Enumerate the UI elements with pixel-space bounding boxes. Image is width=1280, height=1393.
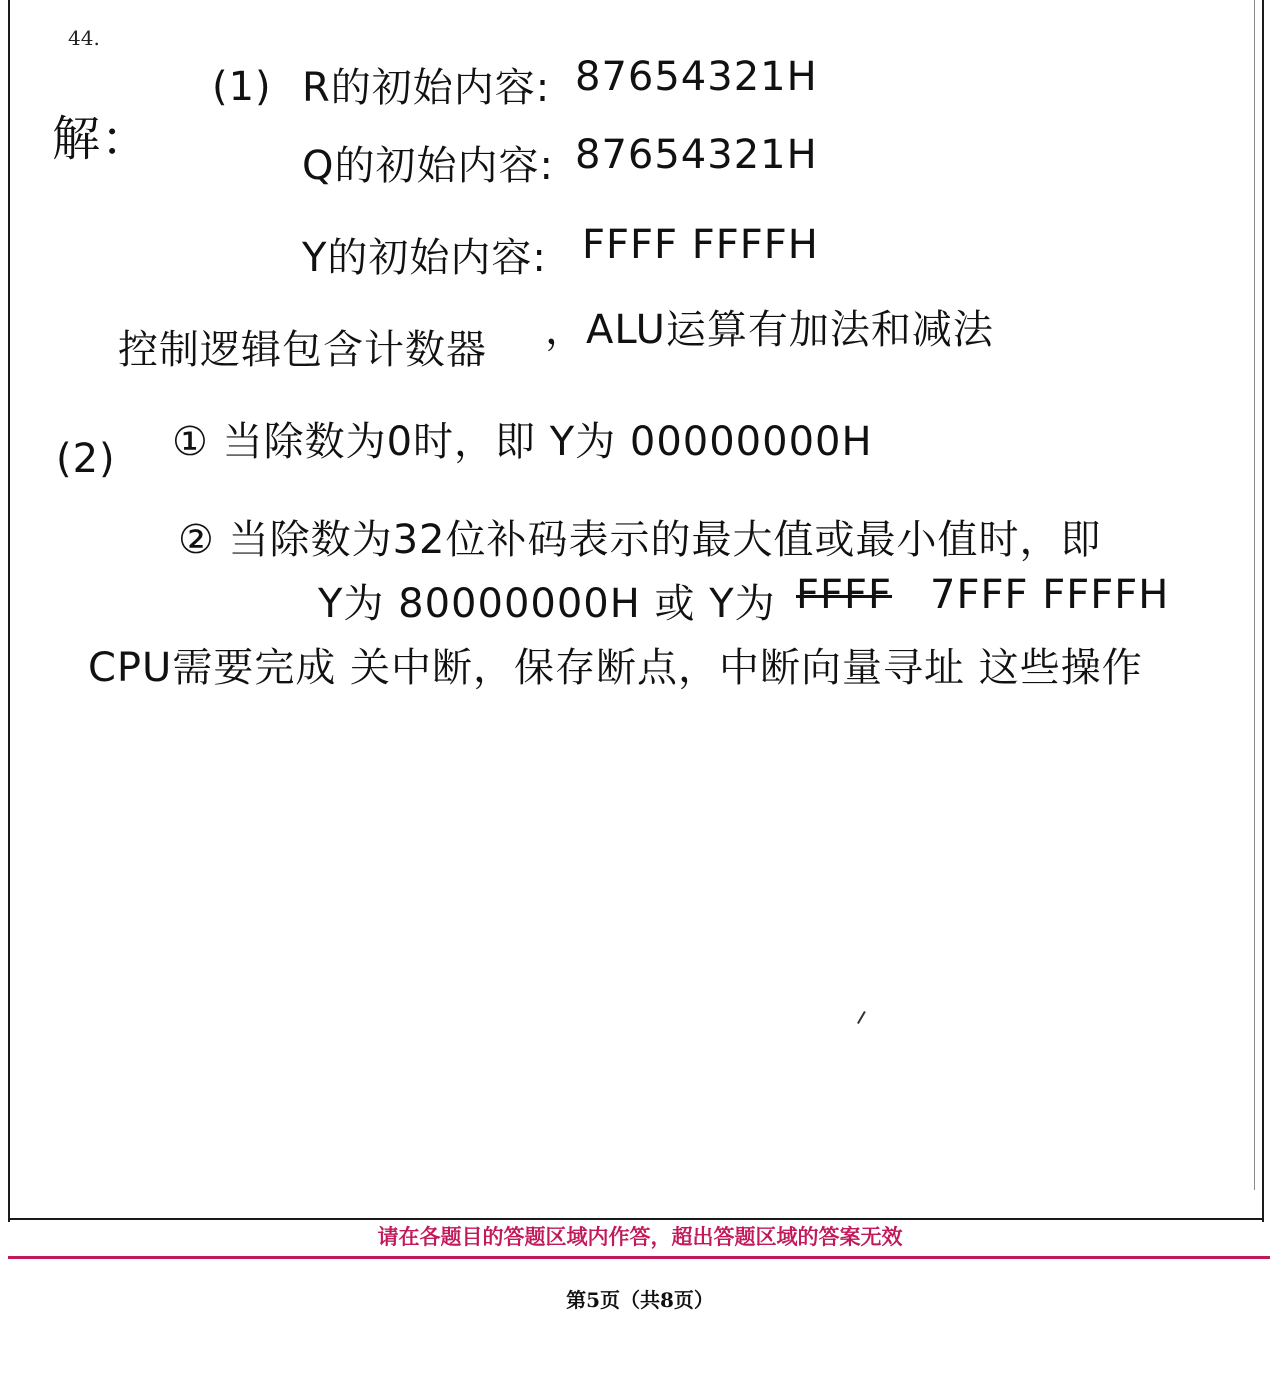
- frame-bottom-border: [8, 1218, 1264, 1220]
- part-2-label: (2): [56, 436, 116, 482]
- y-initial-label: Y的初始内容:: [302, 235, 547, 281]
- q-initial-label: Q的初始内容:: [302, 143, 554, 189]
- y-initial-value: FFFF FFFFH: [582, 222, 819, 268]
- answer-area-notice: 请在各题目的答题区域内作答，超出答题区域的答案无效: [377, 1225, 903, 1249]
- case-2-text: ② 当除数为32位补码表示的最大值或最小值时，即: [178, 517, 1102, 563]
- r-initial-label: R的初始内容:: [302, 65, 551, 111]
- notice-divider: [8, 1256, 1270, 1259]
- case-1-text: ① 当除数为0时，即 Y为 00000000H: [172, 419, 873, 465]
- question-number: 44.: [68, 26, 100, 50]
- r-initial-value: 87654321H: [575, 54, 818, 100]
- case-2-values-a: Y为 80000000H 或 Y为: [318, 581, 776, 627]
- page-number: 第5页（共8页）: [566, 1288, 714, 1312]
- q-initial-value: 87654321H: [575, 132, 818, 178]
- part-1-label: (1): [212, 64, 272, 110]
- alu-note: ，ALU运算有加法和减法: [545, 307, 994, 353]
- case-2-crossed-out: FFFF: [796, 572, 893, 618]
- solution-label: 解：: [52, 111, 151, 167]
- cpu-interrupt-note: CPU需要完成 关中断，保存断点，中断向量寻址 这些操作: [88, 645, 1143, 691]
- frame-inner-right-border: [1254, 0, 1255, 1190]
- stray-pen-mark: [857, 1011, 871, 1027]
- frame-left-border: [8, 0, 10, 1222]
- case-2-values-b: 7FFF FFFFH: [930, 572, 1170, 618]
- control-logic-note: 控制逻辑包含计数器: [118, 327, 487, 373]
- frame-right-border: [1262, 0, 1264, 1222]
